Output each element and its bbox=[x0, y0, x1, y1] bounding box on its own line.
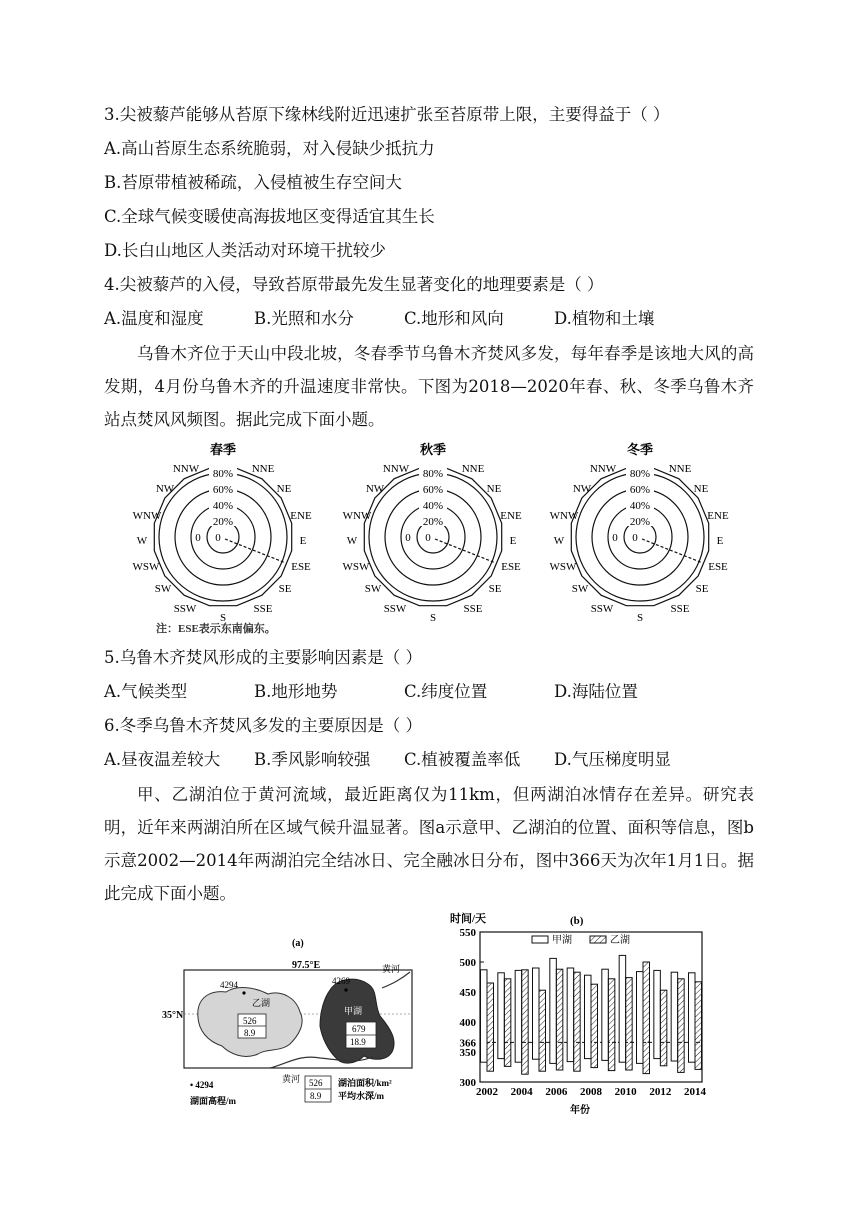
rose-direction-label: SE bbox=[488, 583, 502, 595]
rose-direction-label: NNW bbox=[382, 463, 410, 475]
bar-yi bbox=[626, 978, 633, 1070]
rose-title: 冬季 bbox=[626, 442, 654, 457]
rose-ring-label: 40% bbox=[212, 500, 234, 512]
rose-direction-label: SW bbox=[364, 583, 382, 595]
q6-option-a: A.昼夜温差较大 bbox=[104, 750, 221, 769]
x-tick-label: 2010 bbox=[614, 1086, 637, 1098]
rose-direction-label: ENE bbox=[290, 510, 312, 522]
jia-name: 甲湖 bbox=[344, 1006, 363, 1016]
legend-label-yi: 乙湖 bbox=[610, 935, 630, 946]
bar-jia bbox=[654, 970, 661, 1058]
bar-jia bbox=[567, 968, 573, 1062]
bar-jia bbox=[602, 969, 609, 1060]
rose-direction-label: ESE bbox=[501, 561, 521, 573]
rose-ring-label: 40% bbox=[422, 500, 444, 512]
q4-option-a: A.温度和湿度 bbox=[104, 309, 204, 328]
rose-direction-label: E bbox=[509, 535, 517, 547]
q4-option-c: C.地形和风向 bbox=[404, 309, 504, 328]
q3-option-a: A.高山苔原生态系统脆弱，对入侵缺少抵抗力 bbox=[104, 139, 435, 158]
rose-direction-label: ENE bbox=[707, 510, 729, 522]
bar-yi bbox=[678, 979, 685, 1073]
q4-option-d: D.植物和土壤 bbox=[554, 309, 655, 328]
rose-title: 秋季 bbox=[419, 442, 447, 457]
rose-center-label: 0 bbox=[632, 532, 638, 544]
q3-option-c: C.全球气候变暖使高海拔地区变得适宜其生长 bbox=[104, 207, 435, 226]
ref-line-label: 366 bbox=[459, 1037, 476, 1050]
ice-date-chart bbox=[440, 910, 710, 1116]
legend-swatch-yi bbox=[590, 936, 606, 943]
rose-direction-label: W bbox=[136, 535, 148, 547]
rose-center-label: 0 bbox=[425, 532, 431, 544]
bar-yi bbox=[487, 983, 494, 1071]
bar-yi bbox=[539, 990, 546, 1071]
q5-option-b: B.地形地势 bbox=[254, 682, 338, 701]
rose-direction-label: NW bbox=[155, 483, 175, 495]
chart-title: (b) bbox=[570, 915, 584, 927]
rose-direction-label: NNE bbox=[251, 463, 275, 475]
map-label: (a) bbox=[292, 938, 304, 949]
bar-yi bbox=[504, 979, 511, 1067]
yi-elevation: 4294 bbox=[220, 980, 238, 990]
rose-direction-label: WNW bbox=[342, 510, 372, 522]
lake-location-map bbox=[160, 932, 430, 1112]
parallel-label: 35°N bbox=[162, 1010, 184, 1021]
passage-1: 乌鲁木齐位于天山中段北坡，冬春季节乌鲁木齐焚风多发，每年春季是该地大风的高发期，4月份乌鲁木齐的升温速度非常快。下图为2018—2020年春、秋、冬季乌鲁木齐站点焚风风频图。据此完成下面小题。 bbox=[104, 344, 754, 429]
jia-elevation-dot bbox=[344, 988, 347, 991]
passage-2: 甲、乙湖泊位于黄河流域，最近距离仅为11km，但两湖泊冰情存在差异。研究表明，近年来两湖泊所在区域气候升温显著。图a示意甲、乙湖泊的位置、面积等信息，图b示意2002—2014年两湖泊完全结冰日、完全融冰日分布，图中366天为次年1月1日。据此完成下面小题。 bbox=[104, 785, 754, 903]
y-tick-label: 450 bbox=[459, 987, 476, 999]
rose-direction-label: WNW bbox=[549, 510, 579, 522]
bar-yi bbox=[522, 970, 529, 1074]
rose-ring-label: 80% bbox=[422, 468, 444, 480]
rose-ring-label: 20% bbox=[422, 516, 444, 528]
rose-direction-label: WSW bbox=[132, 561, 160, 573]
q3-stem: 3.尖被藜芦能够从苔原下缘林线附近迅速扩张至苔原带上限，主要得益于（ ） bbox=[104, 105, 670, 124]
rose-ring-label: 60% bbox=[422, 484, 444, 496]
rose-ring-label: 40% bbox=[629, 500, 651, 512]
legend-area-label: 湖泊面积/km² bbox=[338, 1078, 392, 1088]
bar-jia bbox=[498, 973, 504, 1059]
rose-direction-label: WNW bbox=[132, 510, 162, 522]
rose-ring-label: 20% bbox=[212, 516, 234, 528]
q3-option-b: B.苔原带植被稀疏，入侵植被生存空间大 bbox=[104, 173, 402, 192]
legend-swatch-jia bbox=[532, 936, 548, 943]
legend-depth-label: 平均水深/m bbox=[338, 1091, 384, 1101]
bar-yi bbox=[643, 962, 650, 1074]
rose-direction-label: ESE bbox=[708, 561, 728, 573]
bar-jia bbox=[585, 975, 592, 1058]
rose-direction-label: SW bbox=[571, 583, 589, 595]
jia-depth: 18.9 bbox=[350, 1037, 366, 1047]
bar-yi bbox=[591, 984, 598, 1067]
x-tick-label: 2006 bbox=[545, 1086, 568, 1098]
rose-note: 注：ESE表示东南偏东。 bbox=[156, 623, 276, 635]
lake-jia-shape bbox=[320, 979, 394, 1063]
q6-stem: 6.冬季乌鲁木齐焚风多发的主要原因是（ ） bbox=[104, 716, 422, 735]
rose-direction-label: S bbox=[219, 612, 227, 624]
rose-direction-label: NW bbox=[572, 483, 592, 495]
legend-label-jia: 甲湖 bbox=[552, 935, 572, 946]
rose-direction-label: NNW bbox=[589, 463, 617, 475]
x-tick-label: 2008 bbox=[580, 1086, 602, 1098]
rose-direction-label: NE bbox=[486, 483, 502, 495]
q4-option-b: B.光照和水分 bbox=[254, 309, 354, 328]
rose-direction-label: W bbox=[553, 535, 565, 547]
rose-direction-label: SSW bbox=[383, 603, 407, 615]
bar-jia bbox=[637, 972, 644, 1064]
legend-area-sample: 526 bbox=[309, 1078, 323, 1088]
q6-option-d: D.气压梯度明显 bbox=[554, 750, 671, 769]
legend-depth-sample: 8.9 bbox=[310, 1091, 322, 1101]
rose-direction-label: NNE bbox=[461, 463, 485, 475]
chart-xlabel: 年份 bbox=[570, 1105, 590, 1116]
bar-yi bbox=[695, 982, 702, 1070]
rose-direction-label: WSW bbox=[342, 561, 370, 573]
rose-direction-label: SW bbox=[154, 583, 172, 595]
bar-yi bbox=[608, 979, 615, 1071]
y-tick-label: 550 bbox=[459, 927, 476, 939]
meridian-label: 97.5°E bbox=[292, 960, 321, 971]
rose-direction-label: SSW bbox=[590, 603, 614, 615]
rose-direction-label: E bbox=[716, 535, 724, 547]
bar-jia bbox=[481, 970, 488, 1062]
bar-jia bbox=[550, 958, 557, 1063]
bar-yi bbox=[660, 990, 667, 1066]
rose-direction-label: NW bbox=[365, 483, 385, 495]
q5-option-c: C.纬度位置 bbox=[404, 682, 488, 701]
rose-direction-label: SSE bbox=[253, 603, 273, 615]
y-tick-label: 500 bbox=[459, 957, 476, 969]
rose-direction-label: WSW bbox=[549, 561, 577, 573]
rose-ring-label: 80% bbox=[212, 468, 234, 480]
rose-left-zero: 0 bbox=[195, 532, 201, 544]
rose-center-label: 0 bbox=[215, 532, 221, 544]
rose-direction-label: E bbox=[299, 535, 307, 547]
rose-left-zero: 0 bbox=[612, 532, 618, 544]
legend-elevation-label: 湖面高程/m bbox=[190, 1096, 236, 1106]
rose-direction-label: S bbox=[429, 612, 437, 624]
q5-option-d: D.海陆位置 bbox=[554, 682, 638, 701]
rose-direction-label: ESE bbox=[291, 561, 311, 573]
jia-elevation: 4269 bbox=[332, 976, 350, 986]
river-label-south: 黄河 bbox=[282, 1074, 301, 1084]
q4-stem: 4.尖被藜芦的入侵，导致苔原带最先发生显著变化的地理要素是（ ） bbox=[104, 275, 604, 294]
rose-direction-label: ENE bbox=[500, 510, 522, 522]
rose-direction-label: SSE bbox=[463, 603, 483, 615]
yi-area: 526 bbox=[243, 1016, 257, 1026]
bar-jia bbox=[515, 970, 522, 1062]
y-tick-label: 300 bbox=[459, 1077, 476, 1089]
bar-jia bbox=[671, 972, 678, 1061]
river-label-north: 黄河 bbox=[382, 964, 401, 974]
bar-jia bbox=[619, 955, 626, 1062]
rose-ring-label: 80% bbox=[629, 468, 651, 480]
q6-option-b: B.季风影响较强 bbox=[254, 750, 371, 769]
rose-direction-label: SE bbox=[278, 583, 292, 595]
bar-yi bbox=[574, 972, 581, 1071]
bar-yi bbox=[556, 969, 563, 1070]
rose-direction-label: NE bbox=[276, 483, 292, 495]
bar-jia bbox=[533, 968, 540, 1059]
rose-ring-label: 60% bbox=[212, 484, 234, 496]
yi-name: 乙湖 bbox=[252, 998, 271, 1008]
q5-option-a: A.气候类型 bbox=[104, 682, 188, 701]
y-tick-label: 350 bbox=[459, 1047, 476, 1059]
rose-direction-label: SE bbox=[695, 583, 709, 595]
y-tick-label: 400 bbox=[459, 1017, 476, 1029]
x-tick-label: 2004 bbox=[510, 1086, 533, 1098]
rose-direction-label: SSE bbox=[670, 603, 690, 615]
q5-stem: 5.乌鲁木齐焚风形成的主要影响因素是（ ） bbox=[104, 648, 422, 667]
rose-ring-label: 20% bbox=[629, 516, 651, 528]
rose-ring-label: 60% bbox=[629, 484, 651, 496]
rose-title: 春季 bbox=[209, 442, 237, 457]
rose-direction-label: SSW bbox=[173, 603, 197, 615]
rose-left-zero: 0 bbox=[405, 532, 411, 544]
x-tick-label: 2014 bbox=[684, 1086, 706, 1098]
wind-rose-figure bbox=[120, 440, 760, 640]
legend-elevation-sample: • 4294 bbox=[190, 1080, 214, 1090]
bar-jia bbox=[689, 973, 696, 1062]
rose-direction-label: NNE bbox=[668, 463, 692, 475]
chart-ylabel: 时间/天 bbox=[450, 913, 487, 925]
x-tick-label: 2012 bbox=[649, 1086, 672, 1098]
jia-area: 679 bbox=[352, 1024, 366, 1034]
yi-elevation-dot bbox=[242, 991, 245, 994]
yi-depth: 8.9 bbox=[244, 1028, 256, 1038]
rose-direction-label: W bbox=[346, 535, 358, 547]
rose-direction-label: S bbox=[636, 612, 644, 624]
rose-direction-label: NNW bbox=[172, 463, 200, 475]
q3-option-d: D.长白山地区人类活动对环境干扰较少 bbox=[104, 241, 386, 260]
q6-option-c: C.植被覆盖率低 bbox=[404, 750, 521, 769]
x-tick-label: 2002 bbox=[476, 1086, 498, 1098]
rose-direction-label: NE bbox=[693, 483, 709, 495]
